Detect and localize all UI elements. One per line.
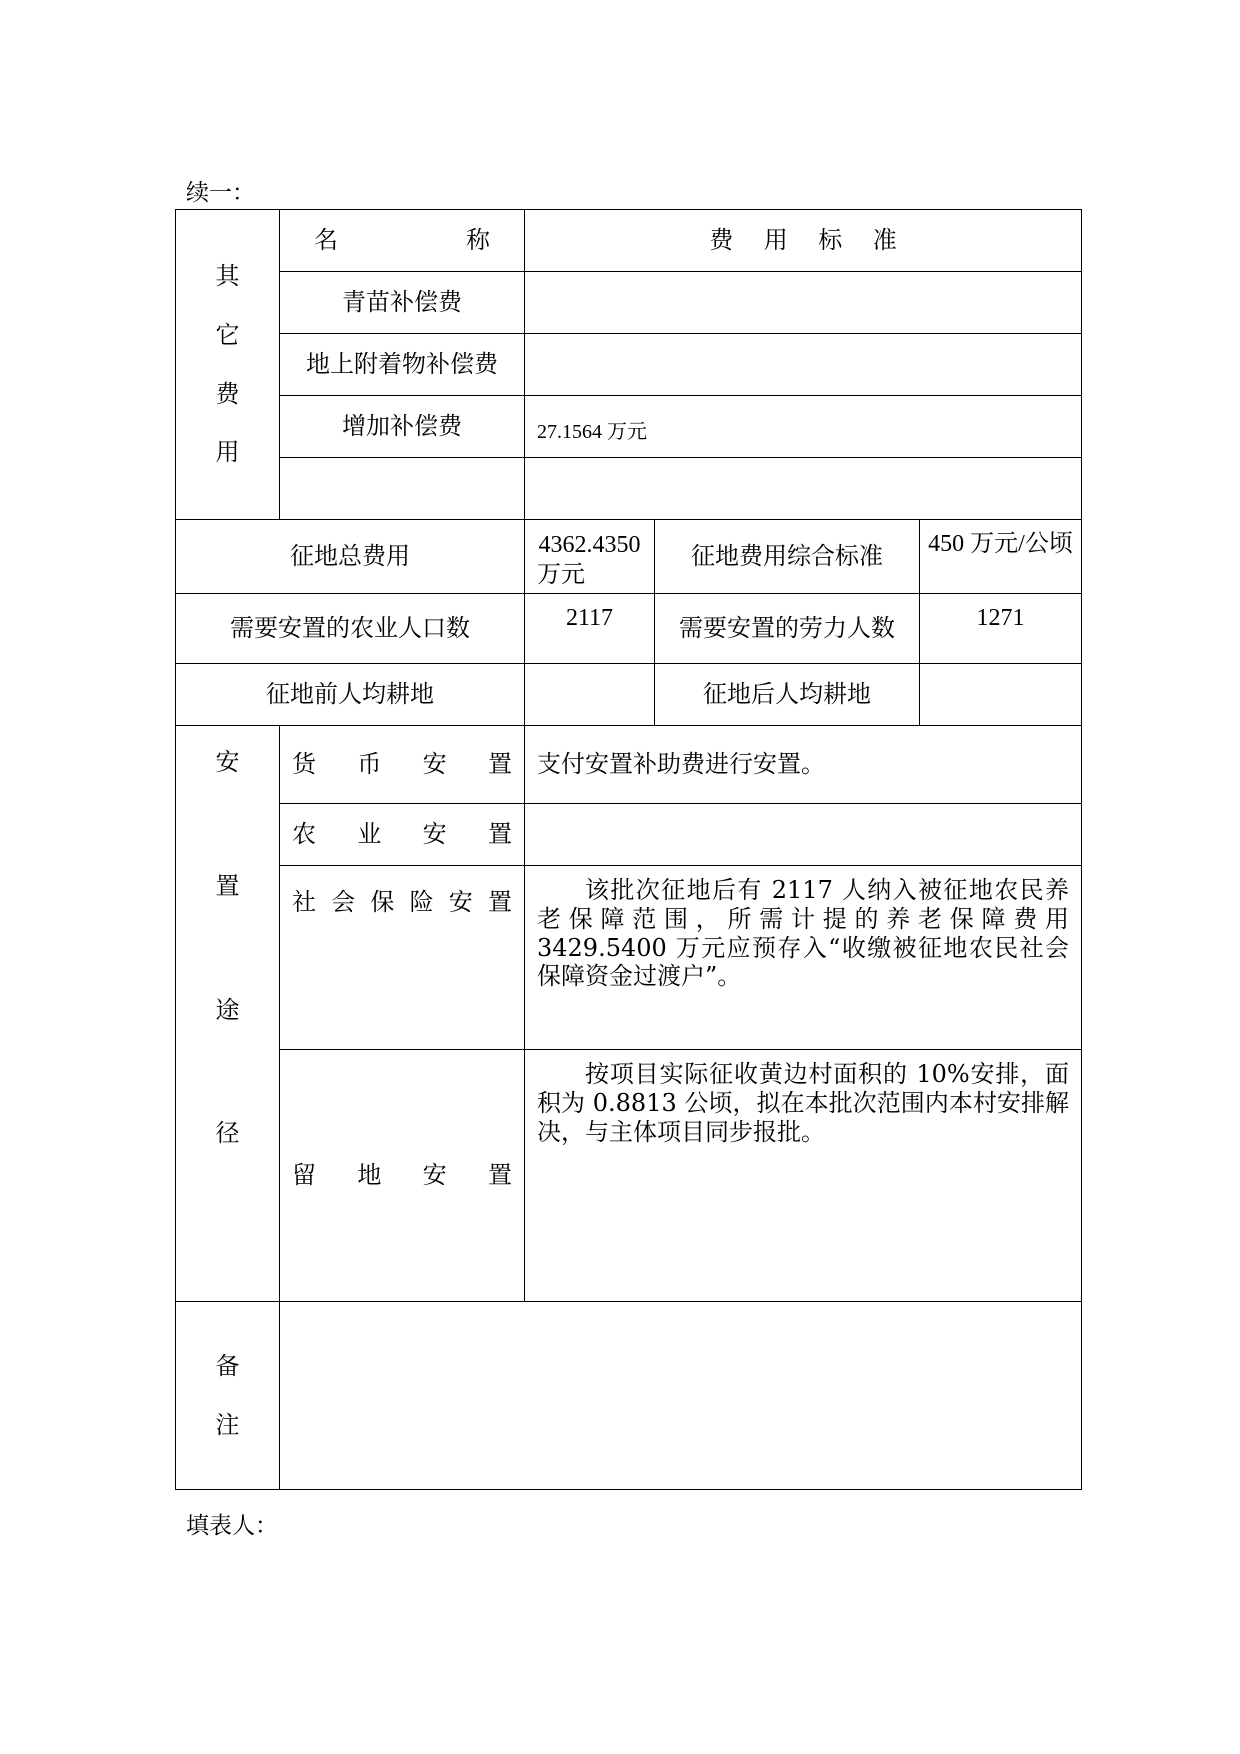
reserved-land-label: 留 地 安 置 (280, 1050, 525, 1302)
social-insurance-value: 该批次征地后有 2117 人纳入被征地农民养老保障范围，所需计提的养老保障费用 3429.5400 万元应预存入“收缴被征地农民社会保障资金过渡户”。 (525, 866, 1082, 1050)
fee-name-cell: 增加补偿费 (280, 396, 525, 458)
labor-count-value: 1271 (920, 594, 1082, 664)
fee-value-cell (525, 458, 1082, 520)
agri-population-label: 需要安置的农业人口数 (176, 594, 525, 664)
fee-value-cell (525, 272, 1082, 334)
standard-column-header: 费 用 标 准 (525, 210, 1082, 272)
resettlement-side-label: 安 置 途 径 (176, 726, 280, 1302)
monetary-resettlement-value: 支付安置补助费进行安置。 (525, 726, 1082, 804)
remarks-value (280, 1302, 1082, 1490)
farmland-after-label: 征地后人均耕地 (655, 664, 920, 726)
total-cost-label: 征地总费用 (176, 520, 525, 594)
fee-name-cell (280, 458, 525, 520)
fee-value-cell: 27.1564 万元 (525, 396, 1082, 458)
fee-name-cell: 地上附着物补偿费 (280, 334, 525, 396)
agri-population-value: 2117 (525, 594, 655, 664)
filler-label: 填表人： (186, 1513, 278, 1539)
fee-name-cell: 青苗补偿费 (280, 272, 525, 334)
reserved-land-value: 按项目实际征收黄边村面积的 10%安排，面积为 0.8813 公顷，拟在本批次范围内本村安排解决，与主体项目同步报批。 (525, 1050, 1082, 1302)
remarks-side-label: 备 注 (176, 1302, 280, 1490)
farmland-before-value (525, 664, 655, 726)
fee-value-cell (525, 334, 1082, 396)
other-fees-side-label: 其 它 费 用 (176, 210, 280, 520)
continued-label: 续一： (186, 180, 255, 206)
comprehensive-standard-label: 征地费用综合标准 (655, 520, 920, 594)
social-insurance-label: 社 会 保 险 安 置 (280, 866, 525, 1050)
comprehensive-standard-value: 450 万元/公顷 (920, 520, 1082, 594)
agri-resettlement-label: 农 业 安 置 (280, 804, 525, 866)
land-acquisition-form (175, 209, 1082, 1490)
monetary-resettlement-label: 货 币 安 置 (280, 726, 525, 804)
labor-count-label: 需要安置的劳力人数 (655, 594, 920, 664)
agri-resettlement-value (525, 804, 1082, 866)
name-column-header: 名 称 (280, 210, 525, 272)
farmland-after-value (920, 664, 1082, 726)
total-cost-value: 4362.4350 万元 (525, 520, 655, 594)
farmland-before-label: 征地前人均耕地 (176, 664, 525, 726)
